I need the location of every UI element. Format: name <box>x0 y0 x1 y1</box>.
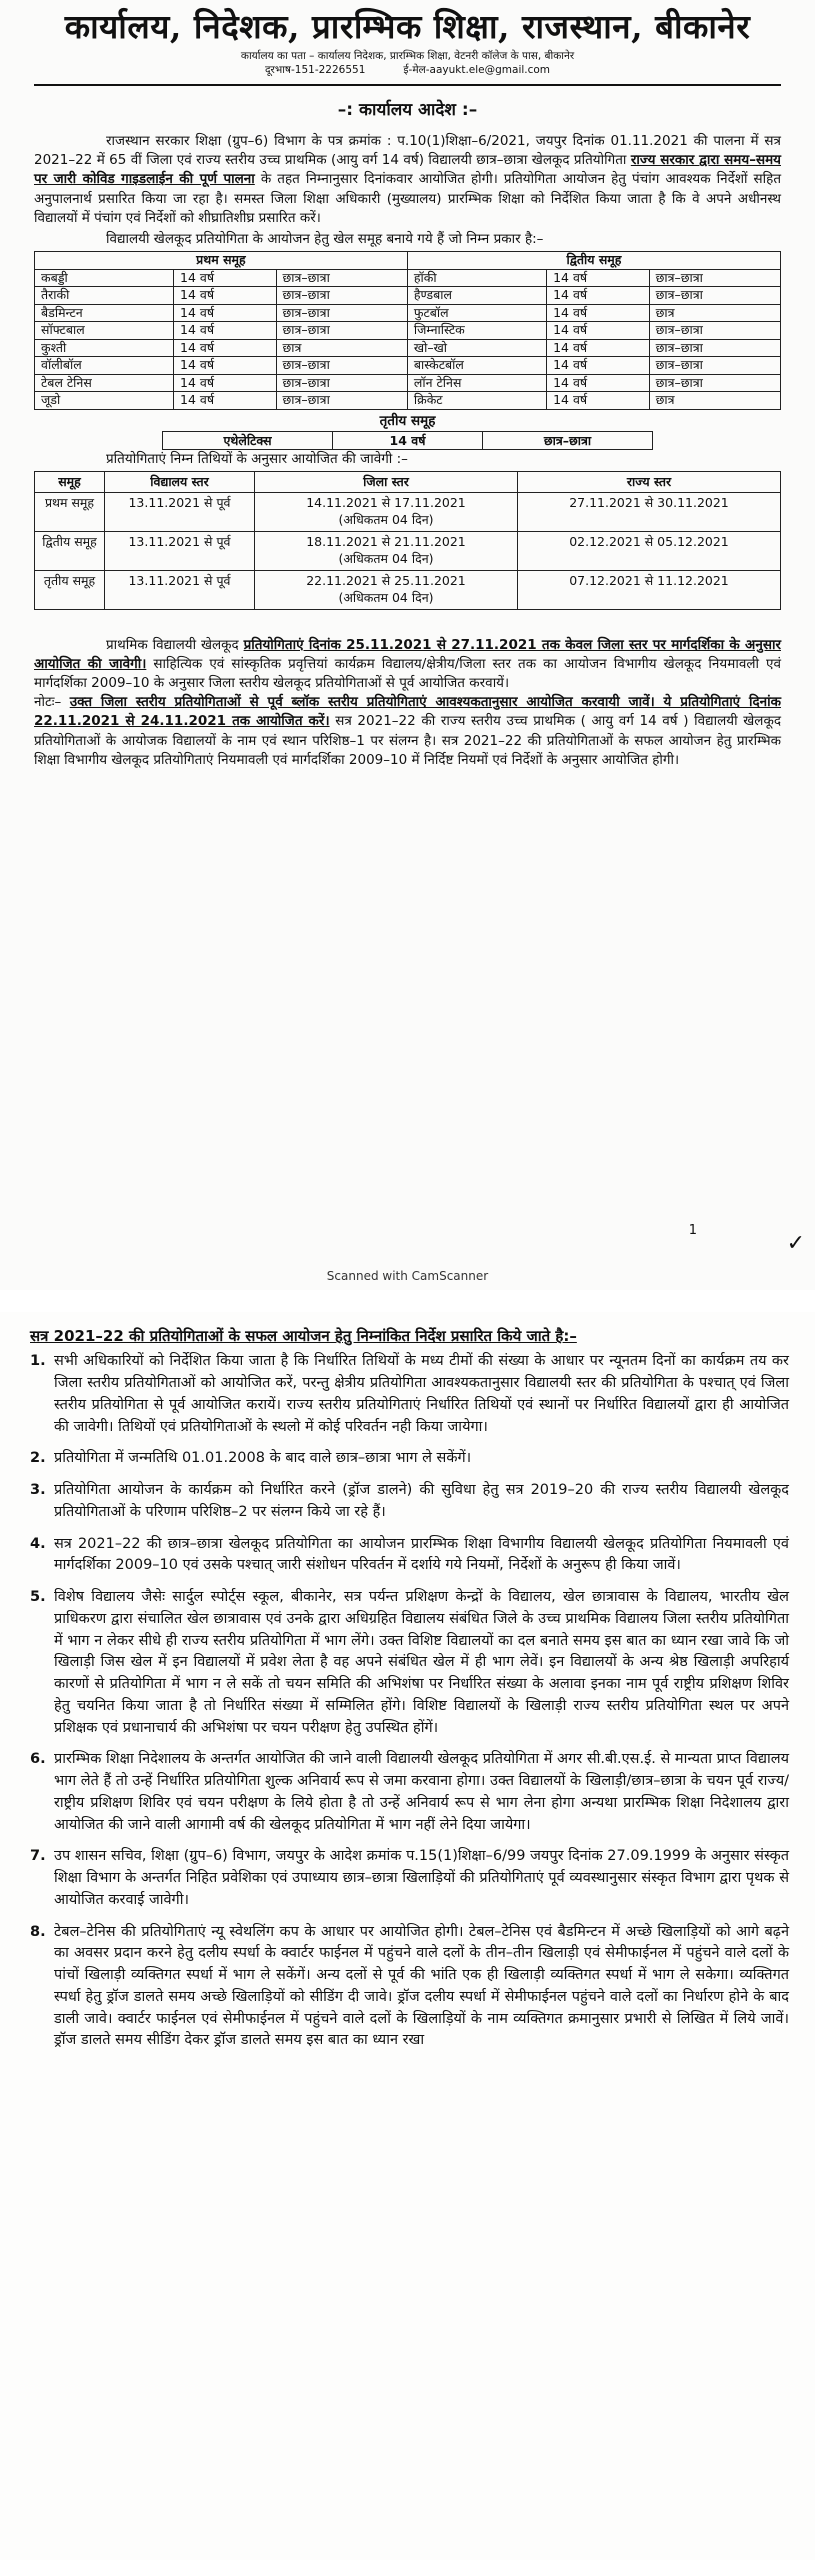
sport-name: वॉलीबॉल <box>35 357 174 375</box>
sport-name: हॉकी <box>407 269 546 287</box>
schedule-school-text: 13.11.2021 से पूर्व <box>128 495 231 511</box>
schedule-school <box>105 532 255 571</box>
category: छात्र–छात्रा <box>649 269 780 287</box>
third-group-sport: एथेलेटिक्स <box>163 431 333 450</box>
category: छात्र–छात्रा <box>649 374 780 392</box>
instruction-text: विशेष विद्यालय जैसेः सार्दुल स्पोर्ट्स स्कूल, बीकानेर, सत्र पर्यन्त प्रशिक्षण केन्द्रों के विद्यालय, खेल छात्रावास के विद्यालय, भारतीय खेल प्राधिकरण द्वारा संचालित खेल छात्रावास एवं उनके द्वारा अधिग्रहित विद्यालय संबंधित जिले के उच्च प्राथमिक विद्यालय जिला स्तरीय प्रतियोगिता में भाग न लेकर सीधे ही राज्य स्तरीय प्रतियोगिता में भाग लेंगे। उक्त विशिष्ट विद्यालयों का दल बनाते समय इस बात का ध्यान रखा जावे कि जो खिलाड़ी जिस खेल में इन विद्यालयों में प्रवेश लेता है वह अपने संबंधित खेल में ही भाग लेवें। इन विद्यालयों के अन्य श्रेष्ठ खिलाड़ी अपरिहार्य कारणों से प्रतियोगिता में भाग न ले सकें तो चयन समिति की अभिशंषा पर निर्धारित संख्या के अलावा इनका नाम पूर्व राष्ट्रीय प्रशिक्षण शिविर हेतु चयनित किया जाता है तो निर्धारित संख्या में सम्मिलित होंगे। विशिष्ट विद्यालयों के खिलाड़ी राज्य स्तरीय प्रतियोगिता स्थल पर अपने प्रशिक्षक एवं प्रधानाचार्य की अभिशंषा पर चयन परीक्षण हेतु उपस्थित होंगें। <box>54 1589 789 1736</box>
sport-name: सॉफ्टबाल <box>35 322 174 340</box>
age-group: 14 वर्ष <box>174 392 277 410</box>
first-group-header: प्रथम समूह <box>35 252 408 270</box>
age-group: 14 वर्ष <box>547 357 650 375</box>
sport-name: फुटबॉल <box>407 304 546 322</box>
instruction-text: प्रारम्भिक शिक्षा निदेशालय के अन्तर्गत आयोजित की जाने वाली विद्यालयी खेलकूद प्रतियोगिता में अगर सी.बी.एस.ई. से मान्यता प्राप्त विद्यालय भाग लेते हैं तो उन्हें निर्धारित प्रतियोगिता शुल्क अनिवार्य रूप से जमा करवाना होगा। उक्त विद्यालयों के खिलाड़ी/छात्र–छात्रा के चयन पूर्व राज्य/राष्ट्रीय प्रशिक्षण शिविर एवं चयन परीक्षण के लिये होता है तो उन्हें अनिवार्य रूप से भाग लेना होगा अन्यथा प्रारम्भिक शिक्षा निदेशालय द्वारा आयोजित की जाने वाली आगामी वर्ष की खेलकूद प्रतियोगिता में भाग नहीं लेने दिया जायेगा। <box>54 1751 789 1833</box>
schedule-district <box>255 532 518 571</box>
schedule-state <box>518 532 781 571</box>
instruction-text: सभी अधिकारियों को निर्देशित किया जाता है कि निर्धारित तिथियों के मध्य टीमों की संख्या के आधार पर न्यूनतम दिनों का कार्यक्रम तय कर जिला स्तरीय प्रतियोगिताओं को आयोजित करें, परन्तु क्षेत्रीय प्रतियोगिता आवश्यकतानुसार विद्यालयी स्तर की प्रतियोगिता के पश्चात् एवं जिला स्तरीय प्रतियोगिता से पूर्व आयोजित करायें। राज्य स्तरीय प्रतियोगिताएं निर्धारित तिथियों एवं स्थानों पर निर्धारित विद्यालयों द्वारा ही आयोजित की जावेगी। तिथियों एवं प्रतियोगिताओं के स्थलो में कोई परिवर्तन नही किया जायेगा। <box>54 1353 789 1435</box>
category: छात्र–छात्रा <box>276 322 407 340</box>
category: छात्र–छात्रा <box>276 357 407 375</box>
schedule-state-text: 02.12.2021 से 05.12.2021 <box>569 534 729 550</box>
table-row <box>35 322 781 340</box>
schedule-district <box>255 493 518 532</box>
schedule-state-text: 27.11.2021 से 30.11.2021 <box>569 495 729 511</box>
table-row <box>35 287 781 305</box>
instruction-number: 3. <box>30 1482 46 1499</box>
age-group: 14 वर्ष <box>174 374 277 392</box>
table-row <box>35 304 781 322</box>
groups-intro: विद्यालयी खेलकूद प्रतियोगिता के आयोजन हेतु खेल समूह बनाये गये हैं जो निम्न प्रकार है:– <box>106 230 544 247</box>
primary-school-paragraph: प्राथमिक विद्यालयी खेलकूद प्रतियोगिताएं दिनांक 25.11.2021 से 27.11.2021 तक केवल जिला स्तर पर मार्गदर्शिका के अनुसार आयोजित की जावेगी। साहित्यिक एवं सांस्कृतिक प्रवृत्तियां कार्यक्रम विद्यालय/क्षेत्रीय/जिला स्तर तक का आयोजन विभागीय खेलकूद नियमावली एवं मार्गदर्शिका 2009–10 के अनुसार जिला स्तरीय खेलकूद प्रतियोगिताओं से पूर्व आयोजित करवायें। <box>34 636 781 692</box>
third-group-age: 14 वर्ष <box>333 431 483 450</box>
schedule-header-state: राज्य स्तर <box>518 471 781 493</box>
table-row <box>35 493 781 532</box>
table-row <box>35 269 781 287</box>
schedule-state <box>518 570 781 609</box>
schedule-district-text: 18.11.2021 से 21.11.2021 <box>306 534 466 550</box>
sport-name: बास्केटबॉल <box>407 357 546 375</box>
instructions-heading: सत्र 2021–22 की प्रतियोगिताओं के सफल आयोजन हेतु निम्नांकित निर्देश प्रसारित किये जाते है:– <box>30 1327 577 1345</box>
category: छात्र–छात्रा <box>276 287 407 305</box>
sport-name: लॉन टेनिस <box>407 374 546 392</box>
category: छात्र <box>649 392 780 410</box>
category: छात्र–छात्रा <box>649 287 780 305</box>
instruction-item <box>30 1922 789 2053</box>
sport-name: तैराकी <box>35 287 174 305</box>
schedule-district-note: (अधिकतम 04 दिन) <box>338 589 434 605</box>
category: छात्र–छात्रा <box>276 392 407 410</box>
instruction-number: 5. <box>30 1589 46 1606</box>
third-group-header: तृतीय समूह <box>379 412 436 429</box>
office-email: ई-मेल-aayukt.ele@gmail.com <box>403 64 551 77</box>
instruction-number: 4. <box>30 1535 46 1552</box>
schedule-table <box>34 471 781 610</box>
age-group: 14 वर्ष <box>174 287 277 305</box>
category: छात्र–छात्रा <box>649 339 780 357</box>
age-group: 14 वर्ष <box>174 269 277 287</box>
category: छात्र–छात्रा <box>276 304 407 322</box>
age-group: 14 वर्ष <box>547 392 650 410</box>
schedule-header-school: विद्यालय स्तर <box>105 471 255 493</box>
instruction-text: सत्र 2021–22 की छात्र–छात्रा खेलकूद प्रतियोगिता का आयोजन प्रारम्भिक शिक्षा विभागीय विद्यालयी खेलकूद प्रतियोगिता नियमावली एवं मार्गदर्शिका 2009–10 एवं उसके पश्चात् जारी संशोधन परिवर्तन में दर्शाये गये नियमों, निर्देशों के अनुरूप ही किया जावें। <box>54 1535 789 1574</box>
schedule-school <box>105 570 255 609</box>
sport-name: बैडमिन्टन <box>35 304 174 322</box>
age-group: 14 वर्ष <box>547 339 650 357</box>
table-row <box>35 570 781 609</box>
schedule-school-text: 13.11.2021 से पूर्व <box>128 534 231 550</box>
office-title: कार्यालय, निदेशक, प्रारम्भिक शिक्षा, राजस्थान, बीकानेर <box>64 7 751 46</box>
age-group: 14 वर्ष <box>174 357 277 375</box>
third-group-category: छात्र–छात्रा <box>483 431 653 450</box>
instruction-number: 7. <box>30 1848 46 1865</box>
schedule-school <box>105 493 255 532</box>
third-group-table <box>162 431 653 451</box>
sports-groups-table <box>34 251 781 410</box>
sport-name: खो–खो <box>407 339 546 357</box>
primary-highlight: प्रतियोगिताएं दिनांक 25.11.2021 से 27.11.2021 तक केवल जिला स्तर पर मार्गदर्शिका के अनुसार आयोजित की जावेगी। <box>34 636 781 672</box>
sport-name: कबड्डी <box>35 269 174 287</box>
instructions-list <box>30 1351 789 2052</box>
sport-name: जूडो <box>35 392 174 410</box>
sport-name: हैण्डबाल <box>407 287 546 305</box>
sport-name: जिम्नास्टिक <box>407 322 546 340</box>
schedule-state-text: 07.12.2021 से 11.12.2021 <box>569 572 729 588</box>
schedule-district-text: 14.11.2021 से 17.11.2021 <box>306 495 466 511</box>
schedule-district <box>255 570 518 609</box>
office-phone: दूरभाष-151-2226551 <box>264 64 366 77</box>
instruction-text: प्रतियोगिता आयोजन के कार्यक्रम को निर्धारित करने (ड्रॉज डालने) की सुविधा हेतु सत्र 2019–20 की राज्य स्तरीय विद्यालयी खेलकूद प्रतियोगिताओं के परिणाम परिशिष्ठ–2 पर संलग्न किये जा रहे हैं। <box>54 1482 789 1520</box>
instruction-item <box>30 1749 789 1836</box>
note-paragraph: नोटः– उक्त जिला स्तरीय प्रतियोगिताओं से पूर्व ब्लॉक स्तरीय प्रतियोगिताएं आवश्यकतानुसार आयोजित करवायी जावें। ये प्रतियोगिताएं दिनांक 22.11.2021 से 24.11.2021 तक आयोजित करें। सत्र 2021–22 की राज्य स्तरीय उच्च प्राथमिक ( आयु वर्ग 14 वर्ष ) विद्यालयी खेलकूद प्रतियोगिताओं के आयोजक विद्यालयों के नाम एवं स्थान परिशिष्ठ–1 पर संलग्न है। सत्र 2021–22 की प्रतियोगिताओं के सफल आयोजन हेतु प्रारम्भिक शिक्षा विभागीय खेलकूद प्रतियोगिताएं नियमावली एवं मार्गदर्शिका 2009–10 में निर्दिष्ट नियमों एवं निर्देशों के अनुसार आयोजित होगी। <box>34 694 782 768</box>
sport-name: टेबल टेनिस <box>35 374 174 392</box>
category: छात्र <box>649 304 780 322</box>
instruction-item <box>30 1351 789 1438</box>
age-group: 14 वर्ष <box>174 304 277 322</box>
table-row <box>35 339 781 357</box>
schedule-state <box>518 493 781 532</box>
instruction-number: 6. <box>30 1751 46 1768</box>
category: छात्र <box>276 339 407 357</box>
page-separator <box>0 1290 815 1312</box>
page-number: 1 <box>688 1223 697 1238</box>
instruction-text: टेबल–टेनिस की प्रतियोगिताएं न्यू स्वेथलिंग कप के आधार पर आयोजित होगी। टेबल–टेनिस एवं बैडमिन्टन में अच्छे खिलाड़ियों को आगे बढ़ने का अवसर प्रदान करने हेतु दलीय स्पर्धा के क्वार्टर फाईनल में पहुंचने वाले दलों के तीन–तीन खिलाड़ी एवं सेमीफाईनल में पहुंचने वाले दलों के पांचों खिलाड़ी व्यक्तिगत स्पर्धा में भाग ले सकेंगें। अन्य दलों से पूर्व की भांति एक ही खिलाड़ी व्यक्तिगत स्पर्धा में भाग ले सकेगा। व्यक्तिगत स्पर्धा हेतु ड्रॉज डालते समय अच्छे खिलाड़ियों को सीडिंग दी जावे। ड्रॉज दलीय स्पर्धा में सेमीफाईनल पहुंचने वाले दलों का निर्धारण होने के बाद डाली जावे। क्वार्टर फाईनल एवं सेमीफाईनल में पहुंचने वाले दलों के खिलाड़ियों के नाम व्यक्तिगत क्रमानुसार प्रभारी से लिखित में लिये जावें। ड्रॉज डालते समय सीडिंग देकर ड्रॉज डालते समय इस बात का ध्यान रखा <box>54 1923 789 2049</box>
intro-paragraph: राजस्थान सरकार शिक्षा (ग्रुप–6) विभाग के पत्र क्रमांक : प.10(1)शिक्षा–6/2021, जयपुर दिनांक 01.11.2021 की पालना में सत्र 2021–22 में 65 वीं जिला एवं राज्य स्तरीय उच्च प्राथमिक (आयु वर्ग 14 वर्ष) विद्यालयी छात्र–छात्रा खेलकूद प्रतियोगिता राज्य सरकार द्वारा समय–समय पर जारी कोविड गाइडलाईन की पूर्ण पालना के तहत निम्नानुसार दिनांकवार आयोजित होगी। प्रतियोगिता आयोजन हेतु पंचांग आवश्यक निर्देशों सहित अनुपालनार्थ प्रसारित किया जा रहा है। समस्त जिला शिक्षा अधिकारी (मुख्यालय) प्रारम्भिक शिक्षा को निर्देशित किया जाता है कि वे अपने अधीनस्थ विद्यालयों में पंचांग एवं निर्देशों को शीघ्रातिशीघ्र प्रसारित करें। <box>34 133 782 226</box>
age-group: 14 वर्ष <box>174 339 277 357</box>
sport-name: कुश्ती <box>35 339 174 357</box>
age-group: 14 वर्ष <box>174 322 277 340</box>
category: छात्र–छात्रा <box>649 357 780 375</box>
instruction-number: 1. <box>30 1353 46 1370</box>
schedule-group-text: प्रथम समूह <box>44 495 95 511</box>
age-group: 14 वर्ष <box>547 322 650 340</box>
schedule-header-group: समूह <box>35 471 105 493</box>
instruction-number: 8. <box>30 1923 46 1940</box>
table-row <box>35 374 781 392</box>
instruction-item <box>30 1587 789 1739</box>
schedule-intro: प्रतियोगिताएं निम्न तिथियों के अनुसार आयोजित की जावेगी :– <box>106 451 408 468</box>
schedule-district-text: 22.11.2021 से 25.11.2021 <box>306 572 466 588</box>
instruction-item <box>30 1534 789 1578</box>
schedule-group <box>35 570 105 609</box>
intro-highlight: राज्य सरकार द्वारा समय–समय पर जारी कोविड गाइडलाईन की पूर्ण पालना <box>34 152 781 188</box>
table-row <box>35 392 781 410</box>
schedule-group <box>35 532 105 571</box>
schedule-district-note: (अधिकतम 04 दिन) <box>338 512 434 528</box>
document-page-2 <box>0 1312 815 2560</box>
second-group-header: द्वितीय समूह <box>407 252 780 270</box>
order-title: –: कार्यालय आदेश :– <box>337 99 478 120</box>
instruction-item <box>30 1480 789 1524</box>
age-group: 14 वर्ष <box>547 374 650 392</box>
signature-mark: ✓ <box>786 1231 805 1256</box>
instruction-item <box>30 1846 789 1911</box>
category: छात्र–छात्रा <box>649 322 780 340</box>
scan-footer: Scanned with CamScanner <box>326 1269 489 1283</box>
schedule-group-text: द्वितीय समूह <box>42 534 97 550</box>
table-row <box>35 532 781 571</box>
table-row <box>163 431 653 450</box>
header-divider <box>34 84 781 86</box>
schedule-header-district: जिला स्तर <box>255 471 518 493</box>
table-row <box>35 357 781 375</box>
sport-name: क्रिकेट <box>407 392 546 410</box>
office-contact <box>34 63 781 78</box>
instruction-text: प्रतियोगिता में जन्मतिथि 01.01.2008 के बाद वाले छात्र–छात्रा भाग ले सकेंगें। <box>54 1450 472 1467</box>
instruction-text: उप शासन सचिव, शिक्षा (ग्रुप–6) विभाग, जयपुर के आदेश क्रमांक प.15(1)शिक्षा–6/99 जयपुर दिनांक 27.09.1999 के अनुसार संस्कृत शिक्षा विभाग के अन्तर्गत निहित प्रवेशिका एवं उपाध्याय छात्र–छात्रा खिलाड़ियों की प्रतियोगिताएं पूर्व व्यवस्थानुसार संस्कृत विभाग द्वारा पृथक से आयोजित करवाई जावेगी। <box>54 1848 789 1908</box>
instruction-number: 2. <box>30 1450 46 1467</box>
schedule-district-note: (अधिकतम 04 दिन) <box>338 551 434 567</box>
age-group: 14 वर्ष <box>547 287 650 305</box>
category: छात्र–छात्रा <box>276 374 407 392</box>
schedule-group-text: तृतीय समूह <box>43 572 96 588</box>
note-highlight: उक्त जिला स्तरीय प्रतियोगिताओं से पूर्व ब्लॉक स्तरीय प्रतियोगिताएं आवश्यकतानुसार आयोजित करवायी जावें। ये प्रतियोगिताएं दिनांक 22.11.2021 से 24.11.2021 तक आयोजित करें। <box>34 694 782 730</box>
schedule-school-text: 13.11.2021 से पूर्व <box>128 572 231 588</box>
category: छात्र–छात्रा <box>276 269 407 287</box>
schedule-group <box>35 493 105 532</box>
instruction-item <box>30 1448 789 1470</box>
office-address: कार्यालय का पता – कार्यालय निदेशक, प्रारम्भिक शिक्षा, वेटनरी कॉलेज के पास, बीकानेर <box>240 49 575 62</box>
age-group: 14 वर्ष <box>547 304 650 322</box>
age-group: 14 वर्ष <box>547 269 650 287</box>
